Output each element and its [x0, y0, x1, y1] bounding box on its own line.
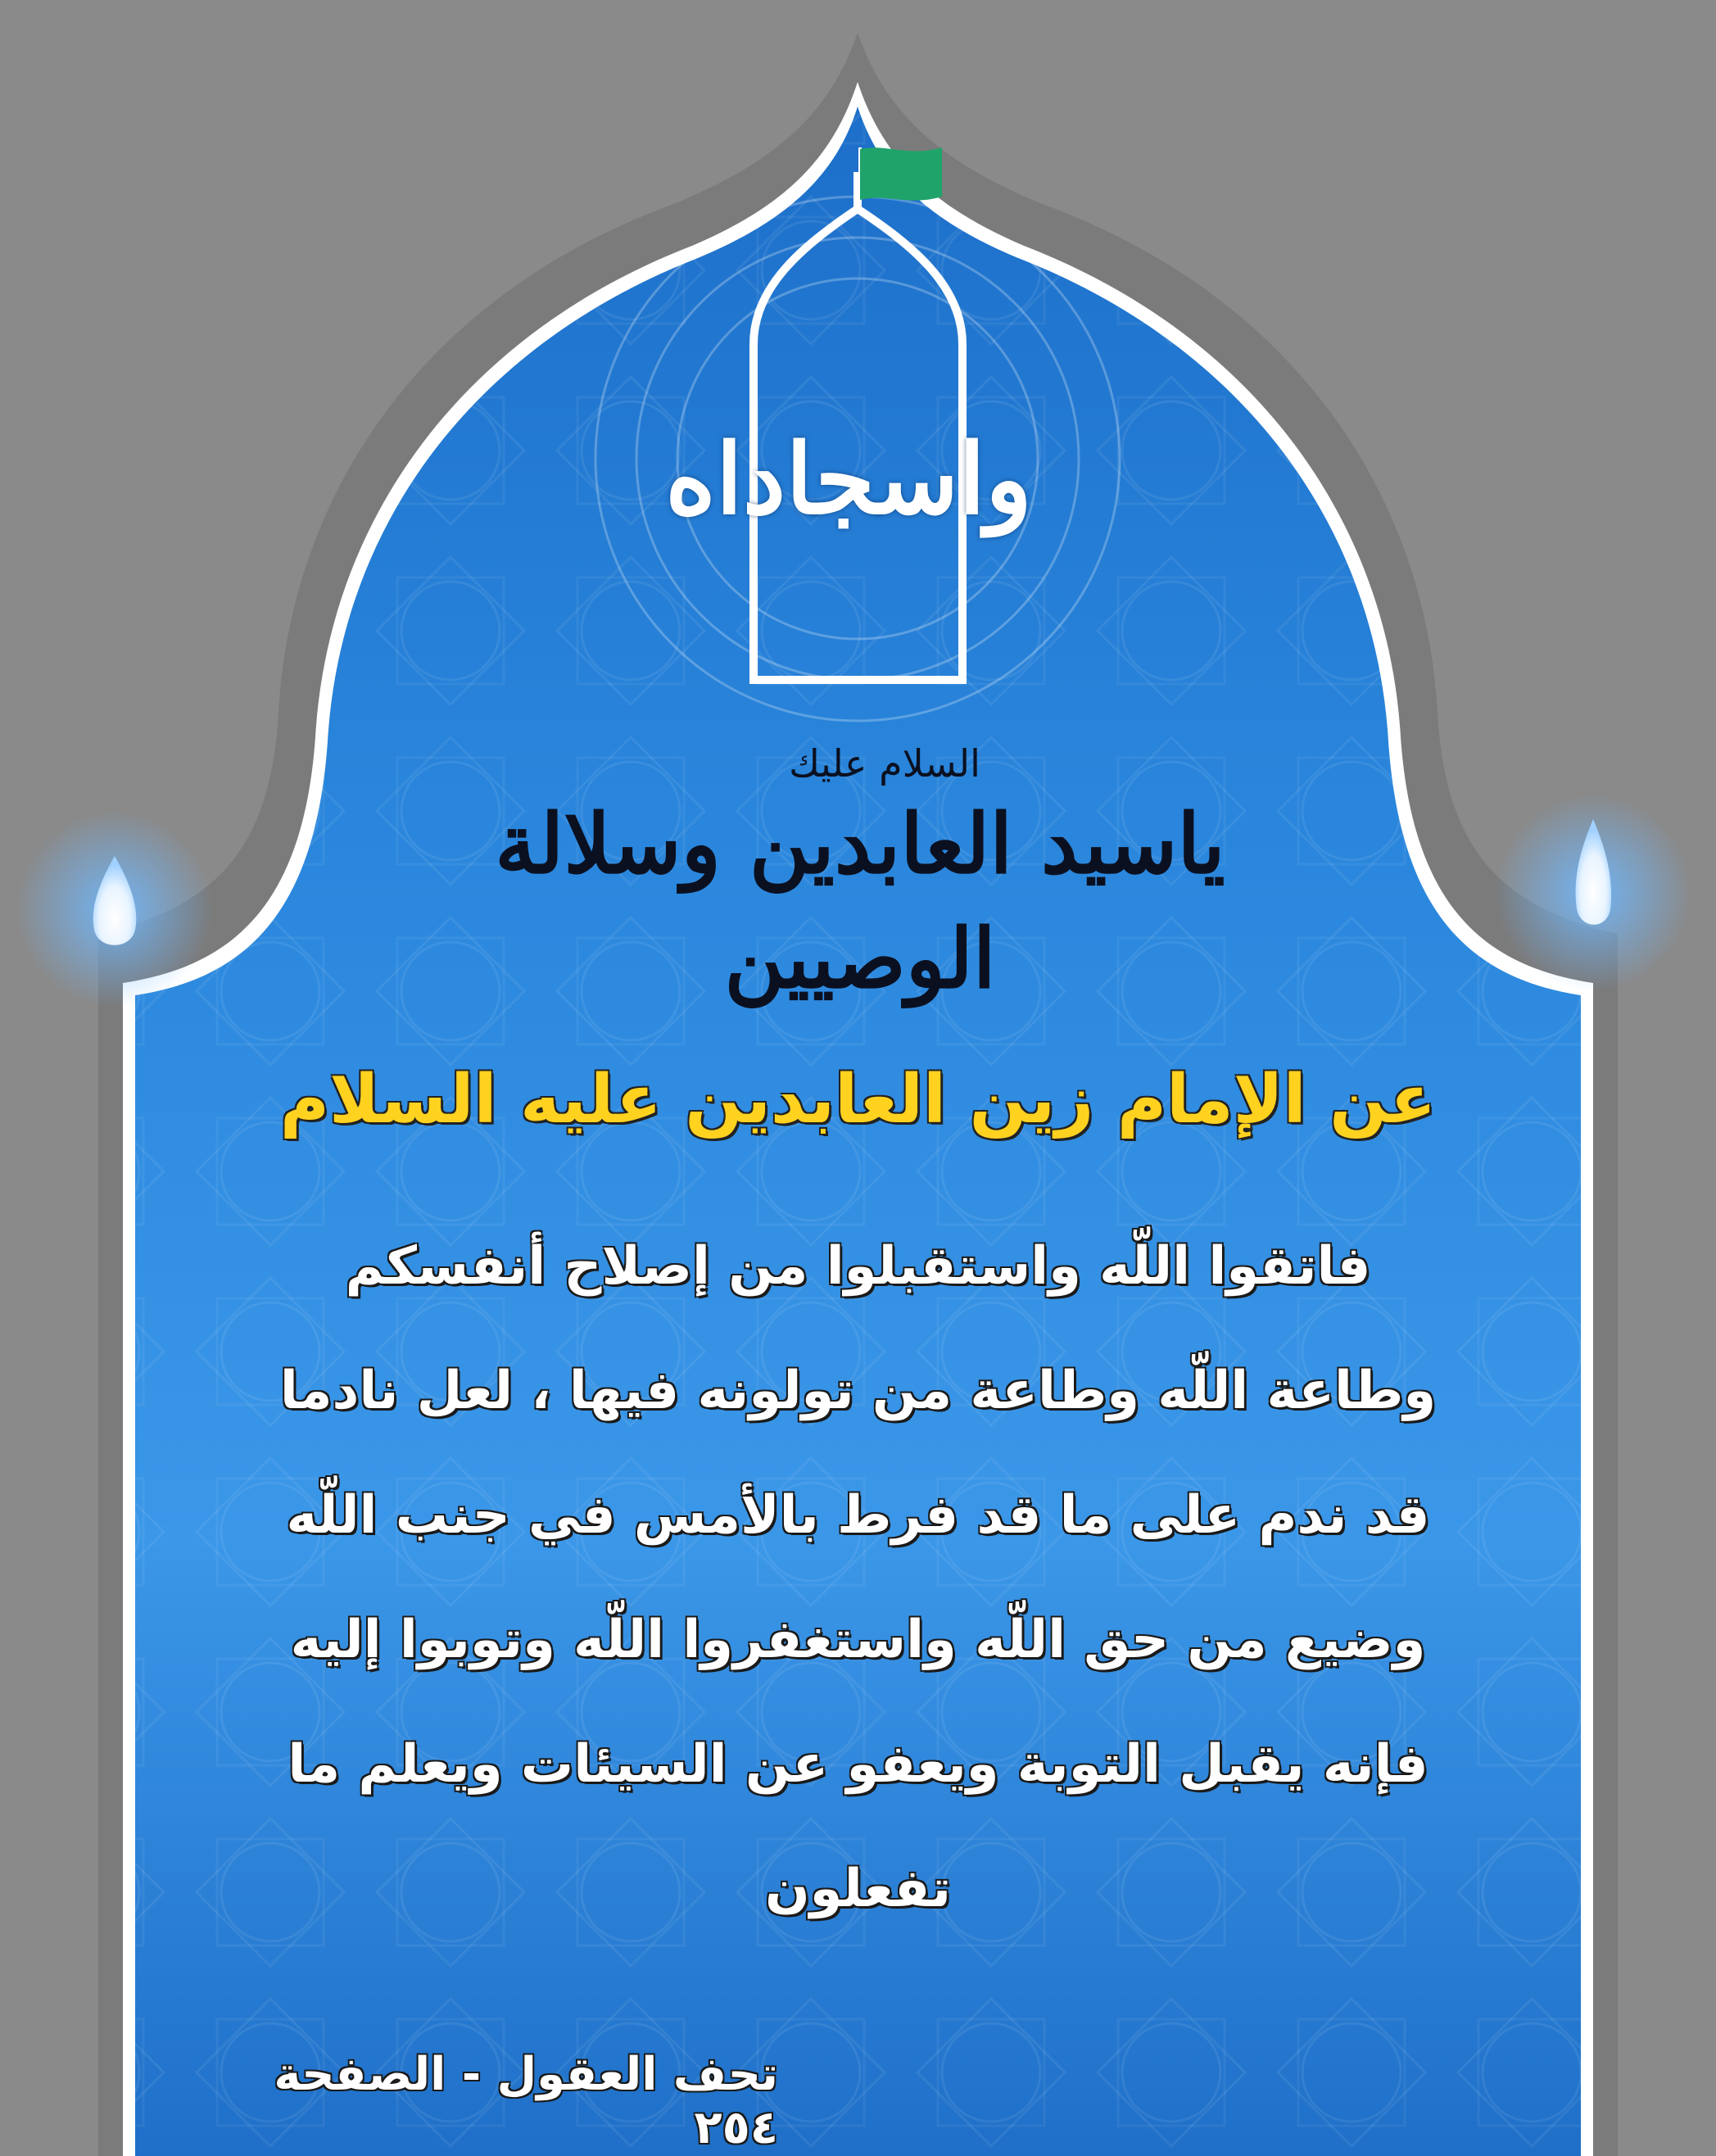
- hadith-line: فاتقوا اللّه واستقبلوا من إصلاح أنفسكم: [345, 1236, 1371, 1297]
- calligraphy-vertical: واسجاداه: [665, 422, 1032, 536]
- hadith-line: قد ندم على ما قد فرط بالأمس في جنب اللّه: [286, 1485, 1430, 1546]
- calligraphy-salam: السلام عليك: [789, 741, 980, 786]
- candle-flame-icon: [16, 811, 213, 1008]
- hadith-line: تفعلون: [764, 1859, 952, 1919]
- calligraphy-horizontal: ياسيد العابدين وسلالة الوصيين: [495, 795, 1225, 1007]
- page-title: عن الإمام زين العابدين عليه السلام: [279, 1061, 1437, 1139]
- source-citation: تحف العقول - الصفحة ٢٥٤: [274, 2048, 778, 2154]
- candle-flame-icon: [1495, 795, 1691, 991]
- hadith-line: فإنه يقبل التوبة ويعفو عن السيئات ويعلم ما: [288, 1734, 1428, 1795]
- hadith-line: وضيع من حق اللّه واستغفروا اللّه وتوبوا إليه: [290, 1610, 1426, 1670]
- hadith-text: [205, 1204, 1511, 1951]
- hadith-line: وطاعة اللّه وطاعة من تولونه فيها ، لعل نادما: [279, 1361, 1437, 1421]
